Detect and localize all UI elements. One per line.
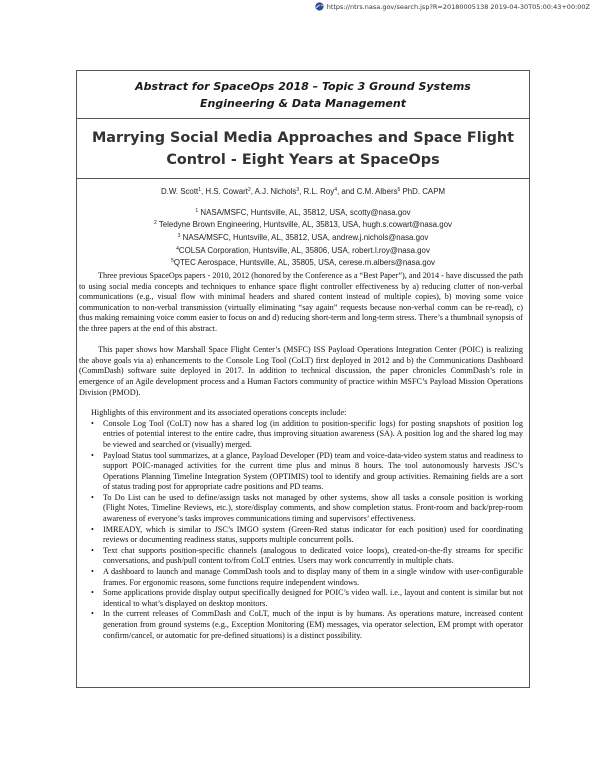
author-name: C.M. Albers <box>356 187 398 196</box>
highlight-item: • A dashboard to launch and manage CommDash tools and to display many of them in a single window with user-configurable frames. For ergonomic reasons, some functions require independent windows. <box>91 567 523 588</box>
abstract-body <box>79 271 523 641</box>
author-sup: 5 <box>397 187 401 193</box>
author-name: A.J. Nichols <box>254 187 297 196</box>
highlight-item: • Text chat supports position-specific channels (analogous to dedicated voice loops), created-on-the-fly streams for specific conversations, and push/pull content to/from CoLT entries. Users may work concurrently in multiple chats. <box>91 546 523 567</box>
highlight-item: • IMREADY, which is similar to JSC’s IMGO system (Green-Red status indicator for each position) used for coordinating reviews or documenting readiness status, supports multiple concurrent polls. <box>91 525 523 546</box>
author-sup: 1 <box>198 187 201 193</box>
highlight-item: • Payload Status tool summarizes, at a glance, Payload Developer (PD) team and voice-data-video system status and readiness to support POIC-managed activities for the current time plus and minus 8 hours. The tool autonomously harvests JSC’s Operations Planning Timeline Integration System (OPTIMIS) tool to identify and group activities. Remaining fields are a sort of status trading post for appropriate cadre positions and PD teams. <box>91 451 523 493</box>
author-block <box>77 186 529 270</box>
abstract-heading: Abstract for SpaceOps 2018 – Topic 3 Ground Systems Engineering & Data Management <box>77 71 529 119</box>
author-name: R.L. Roy <box>303 187 335 196</box>
paper-title: Marrying Social Media Approaches and Space Flight Control - Eight Years at SpaceOps <box>77 119 529 179</box>
author-sup: 3 <box>296 187 300 193</box>
highlight-item: • Console Log Tool (CoLT) now has a shared log (in addition to position-specific logs) for posting snapshots of position log entries of potential interest to the entire cadre, thus improving situation awareness (SA). A position log and the shared log may be viewed and searched or (visually) merged. <box>91 419 523 451</box>
author-sup: 2 <box>247 187 251 193</box>
affiliation: $^1$ NASA/MSFC, Huntsville, AL, 35812, USA, scotty@nasa.gov <box>195 207 411 217</box>
source-url[interactable]: https://ntrs.nasa.gov/search.jsp?R=20180005138 2019-04-30T05:00:43+00:00Z <box>326 2 590 11</box>
paragraph-overview: This paper shows how Marshall Space Flight Center’s (MSFC) ISS Payload Operations Integration Center (POIC) is realizing the above goals via a) enhancements to the Console Log Tool (CoLT) first deployed in 2012 and b) the Communications Dashboard (CommDash) software suite deployed in 2017. In addition to technical discussion, the paper chronicles CommDash’s role in emergence of an Agile development process and a Human Factors community of practice within MSFC’s Payload Mission Operations Division (PMOD). <box>79 345 523 397</box>
highlight-item: • Some applications provide display output specifically designed for POIC’s video wall. i.e., layout and content is similar but not identical to what’s displayed on desktop monitors. <box>91 588 523 609</box>
ntrs-logo-icon <box>315 2 324 11</box>
author-sup: 4 <box>334 187 337 193</box>
affiliation: $^3$ NASA/MSFC, Huntsville, AL, 35812, USA, andrew.j.nichols@nasa.gov <box>177 233 429 243</box>
author-name: D.W. Scott <box>160 187 199 196</box>
highlight-item: • To Do List can be used to define/assign tasks not managed by other systems, show all tasks a console position is working (Flight Notes, Timeline Reviews, etc.), store/display comments, and show completion status. Front-room and back/prep-room awareness of everyone’s tasks improves communications timing and supervisors’ effectiveness. <box>91 493 523 525</box>
affiliation: $^2$ Teledyne Brown Engineering, Huntsville, AL, 35813, USA, hugh.s.cowart@nasa.gov <box>154 220 452 230</box>
paragraph-background: Three previous SpaceOps papers - 2010, 2012 (honored by the Conference as a “Best Paper”), and 2014 - have discussed the path to using social media concepts and techniques to enhance space flight controller effectiveness by a) reducing clutter of non-verbal communications (e.g., visual flow with minimal headers and shared content instead of multiple copies), b) moving some voice communication to non-verbal transmission (virtually eliminating “say again” requests because non-verbal comm can be re-read), c) thus making remaining voice comm easier to focus on and d) reducing short-term and long-term stress. There’s a thumbnail synopsis of the three papers at the end of this abstract. <box>79 271 523 333</box>
highlight-item: • In the current releases of CommDash and CoLT, much of the input is by humans. As operations mature, increased content generation from ground systems (e.g., Exception Monitoring (EM) messages, via operator selection, EM prompt with operator confirm/cancel, or automatic for pre-defined situations) is a distinct possibility. <box>91 609 523 641</box>
affiliation: $^5$QTEC Aerospace, Huntsville, AL, 35805, USA, cerese.m.albers@nasa.gov <box>171 258 435 268</box>
author-name: H.S. Cowart <box>205 187 248 196</box>
highlights-intro: Highlights of this environment and its associated operations concepts include: <box>91 408 347 418</box>
highlights-list <box>79 419 523 641</box>
author-suffix: PhD. CAPM <box>400 187 446 196</box>
ntrs-header-stamp <box>315 2 590 11</box>
author-list: D.W. Scott$^1$, H.S. Cowart$^2$, A.J. Nichols$^3$, R.L. Roy$^4$, and C.M. Albers$^5$ PhD. CAPM <box>160 187 446 196</box>
affiliation: $^4$COLSA Corporation, Huntsville, AL, 35806, USA, robert.l.roy@nasa.gov <box>176 245 430 255</box>
